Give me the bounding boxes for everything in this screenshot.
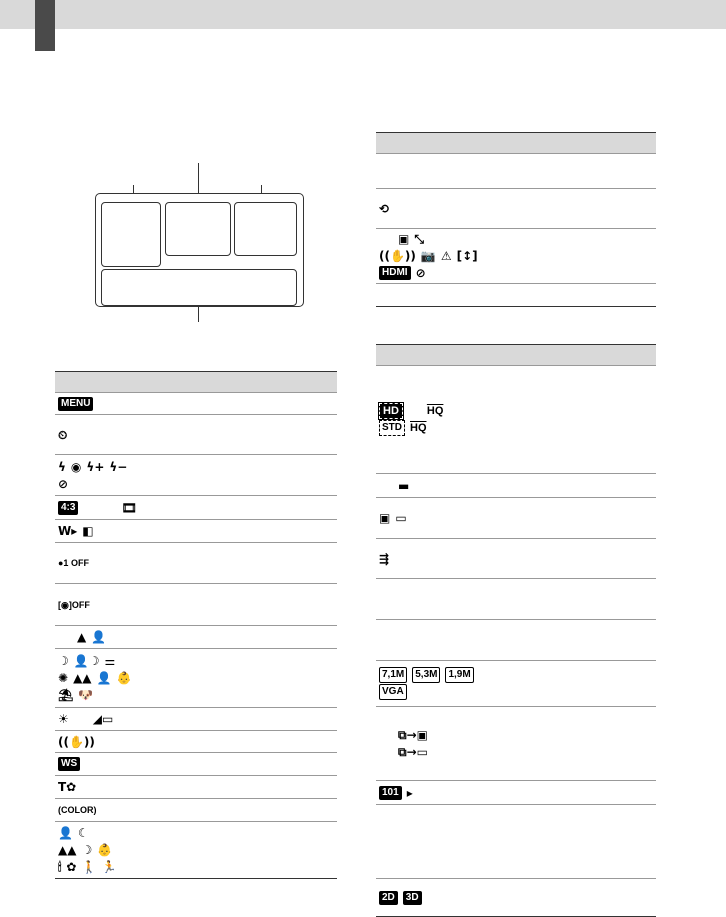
table-row	[55, 496, 337, 520]
icon-line	[58, 477, 127, 491]
indicator-icon: ▣	[398, 232, 410, 246]
icon-line	[58, 860, 116, 874]
indicator-icon: 1,9M	[445, 667, 473, 683]
indicator-icon: MENU	[58, 397, 93, 411]
indicator-icon: ⧉→▣	[398, 728, 428, 742]
row-icons	[379, 786, 413, 800]
row-icons	[58, 397, 93, 411]
table-row	[55, 753, 337, 776]
indicator-icon: [◉]OFF	[58, 600, 90, 610]
table-row	[55, 708, 337, 731]
indicator-icon: ⧉→▭	[398, 745, 428, 759]
row-icons	[379, 232, 478, 280]
table-row	[55, 584, 337, 626]
table-row	[55, 415, 337, 455]
area-left	[101, 202, 161, 267]
icon-line	[58, 501, 137, 515]
icon-line	[58, 428, 67, 442]
indicator-icon: ▸	[406, 786, 413, 800]
indicator-icon: ◢▭	[92, 712, 114, 726]
indicator-icon: 👤	[91, 630, 107, 644]
indicator-icon: ⚠	[440, 249, 452, 263]
table-row	[55, 776, 337, 799]
area-bottom	[101, 269, 297, 306]
icon-line	[379, 232, 478, 246]
table-row	[376, 366, 656, 474]
indicator-icon: 🎞	[121, 501, 137, 515]
indicator-icon: ⏲	[58, 428, 68, 442]
row-icons	[58, 556, 89, 570]
icon-line	[58, 397, 93, 411]
icon-line	[58, 735, 95, 749]
right-indicator-table-2	[376, 344, 656, 917]
indicator-icon: 🏃	[101, 860, 117, 874]
row-icons	[58, 826, 116, 874]
row-icons	[58, 460, 127, 491]
indicator-icon: ☾	[77, 826, 89, 840]
row-icons	[58, 630, 106, 644]
indicator-icon: ((✋))	[58, 735, 95, 749]
area-right	[234, 202, 297, 256]
icon-line	[379, 249, 478, 263]
icon-line	[58, 524, 94, 538]
icon-line	[379, 479, 409, 493]
table-header	[376, 345, 656, 366]
table-row	[376, 189, 656, 229]
indicator-icon: ⛱	[58, 688, 74, 702]
indicator-icon: ☽	[58, 654, 69, 668]
indicator-icon: ⟲	[379, 202, 390, 216]
table-row	[55, 393, 337, 415]
indicator-icon: ▭	[395, 511, 407, 525]
indicator-icon: T✿	[58, 780, 77, 794]
icon-line	[379, 668, 474, 682]
icon-line	[58, 843, 116, 857]
icon-line	[58, 556, 89, 570]
screen-layout-diagram	[95, 158, 305, 328]
indicator-icon: WS	[58, 757, 80, 771]
row-icons	[379, 552, 389, 566]
indicator-icon: $\overline{HQ}$	[410, 422, 427, 434]
top-header-bar	[0, 0, 726, 29]
icon-line	[379, 745, 428, 759]
indicator-icon: ⊘	[58, 477, 69, 491]
icon-line	[379, 685, 474, 699]
icon-line	[58, 826, 116, 840]
indicator-icon: ⤡	[414, 232, 424, 246]
table-row	[376, 474, 656, 498]
indicator-icon: 👤☽	[73, 654, 100, 668]
indicator-icon: 5,3M	[412, 667, 440, 683]
icon-line	[379, 511, 407, 525]
table-row	[55, 799, 337, 822]
indicator-icon: 👤	[58, 826, 73, 840]
table-row	[55, 520, 337, 543]
indicator-icon: ✺	[58, 671, 69, 685]
row-icons	[379, 728, 428, 759]
indicator-icon: ▲▲	[58, 843, 77, 857]
row-icons	[58, 428, 67, 442]
indicator-icon: ▲	[77, 630, 87, 644]
indicator-icon: 101	[379, 786, 402, 800]
indicator-icon: 🕯	[58, 860, 62, 874]
indicator-icon: 👤	[96, 671, 112, 685]
indicator-icon: ⚌	[104, 654, 116, 668]
indicator-icon: ☽	[81, 843, 93, 857]
indicator-icon: ⇶	[379, 552, 390, 566]
indicator-icon: STD	[379, 420, 405, 436]
indicator-icon: ✿	[66, 860, 77, 874]
row-icons	[58, 524, 94, 538]
table-row	[55, 649, 337, 708]
indicator-icon: ◉	[70, 460, 82, 474]
indicator-icon: 🚶	[81, 860, 97, 874]
indicator-icon: ●1 OFF	[58, 558, 89, 568]
indicator-icon: 👶	[116, 671, 132, 685]
table-header	[55, 372, 337, 393]
indicator-icon: 📷	[420, 249, 436, 263]
table-row	[376, 781, 656, 805]
table-row	[376, 284, 656, 307]
icon-line	[58, 757, 80, 771]
callout-line-bottom	[198, 306, 199, 322]
icon-line	[58, 803, 97, 817]
table-row	[376, 579, 656, 620]
indicator-icon: ϟ	[58, 460, 66, 474]
indicator-icon: [↕]	[456, 249, 478, 263]
row-icons	[379, 202, 389, 216]
table-row	[55, 455, 337, 496]
table-row	[376, 154, 656, 189]
table-row	[376, 805, 656, 879]
icon-line	[379, 728, 428, 742]
row-icons	[58, 735, 95, 749]
icon-line	[58, 654, 131, 668]
indicator-icon: 🐶	[78, 688, 94, 702]
row-icons	[379, 404, 443, 435]
icon-line	[379, 202, 389, 216]
indicator-icon: ◧	[82, 524, 94, 538]
indicator-icon: $\overline{HQ}$	[426, 405, 444, 417]
table-row	[55, 626, 337, 649]
table-row	[376, 879, 656, 917]
indicator-icon: HD	[379, 403, 403, 419]
icon-line	[379, 552, 389, 566]
icon-line	[379, 421, 443, 435]
table-row	[376, 498, 656, 539]
table-header	[376, 133, 656, 154]
icon-line	[58, 598, 90, 612]
indicator-icon: ▣	[379, 511, 391, 525]
icon-line	[379, 266, 478, 280]
table-row	[376, 539, 656, 579]
section-tab-marker	[35, 0, 55, 51]
indicator-icon: ((✋))	[379, 249, 416, 263]
indicator-icon: ☀	[58, 712, 69, 726]
icon-line	[58, 671, 131, 685]
indicator-icon: VGA	[379, 684, 407, 700]
row-icons	[58, 654, 131, 702]
indicator-icon: ▬	[398, 479, 410, 493]
indicator-icon: ⊘	[415, 266, 426, 280]
icon-line	[58, 630, 106, 644]
icon-line	[58, 688, 131, 702]
indicator-icon: 👶	[97, 843, 113, 857]
row-icons	[379, 511, 407, 525]
right-indicator-table-1	[376, 132, 656, 307]
indicator-icon: 7,1M	[379, 667, 407, 683]
table-row	[55, 543, 337, 584]
row-icons	[58, 780, 76, 794]
indicator-icon: HDMI	[379, 266, 411, 280]
indicator-icon: ϟ+	[86, 460, 105, 474]
table-row	[376, 707, 656, 781]
row-icons	[58, 803, 97, 817]
icon-line	[58, 712, 113, 726]
indicator-icon: 2D	[379, 891, 398, 905]
row-icons	[58, 712, 113, 726]
row-icons	[58, 598, 90, 612]
icon-line	[58, 780, 76, 794]
row-icons	[58, 501, 137, 515]
icon-line	[379, 891, 422, 905]
indicator-icon: (COLOR)	[58, 805, 97, 815]
table-row	[55, 731, 337, 753]
table-row	[376, 661, 656, 707]
indicator-icon: ϟ−	[109, 460, 128, 474]
left-indicator-table	[55, 371, 337, 879]
table-row	[376, 620, 656, 661]
icon-line	[58, 460, 127, 474]
row-icons	[379, 479, 409, 493]
row-icons	[58, 757, 80, 771]
row-icons	[379, 668, 474, 699]
icon-line	[379, 404, 443, 418]
indicator-icon: 4:3	[58, 501, 78, 515]
table-row	[376, 229, 656, 284]
row-icons	[379, 891, 422, 905]
icon-line	[379, 786, 413, 800]
table-row	[55, 822, 337, 879]
indicator-icon: ▲▲	[73, 671, 92, 685]
indicator-icon: 3D	[403, 891, 422, 905]
indicator-icon: W▸	[58, 524, 78, 538]
area-center	[165, 202, 231, 256]
